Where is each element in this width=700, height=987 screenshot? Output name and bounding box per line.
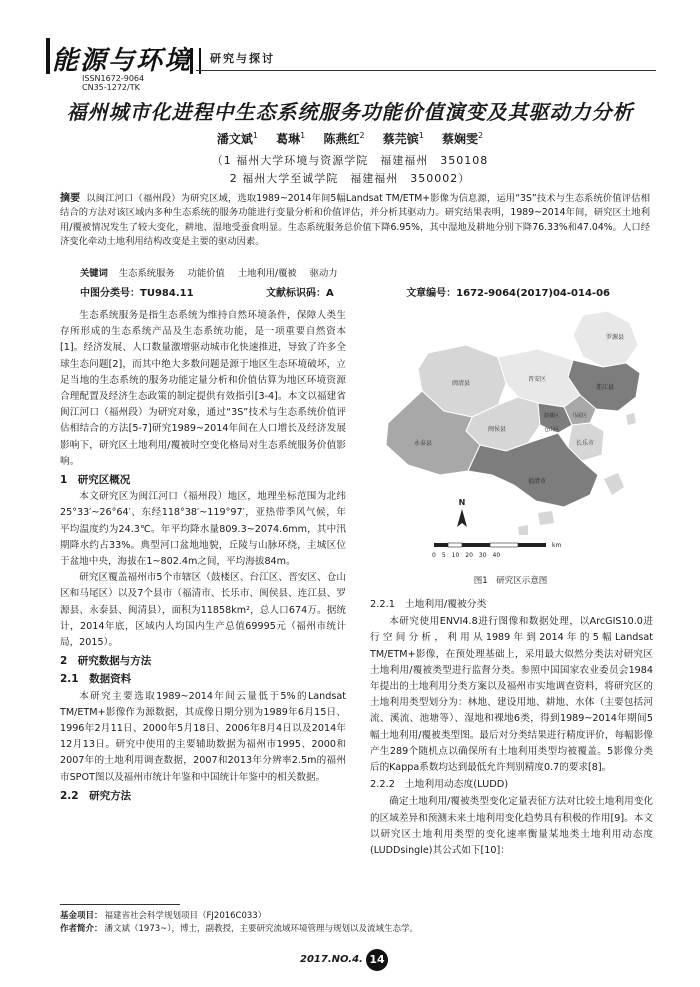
journal-issn <box>82 74 144 92</box>
north-arrow <box>457 498 467 527</box>
column-label: 研究与探讨 <box>210 52 275 65</box>
region-label: 罗源县 <box>606 334 625 341</box>
keyword: 生态系统服务 <box>118 268 175 279</box>
issn-text: ISSN1672-9064 <box>82 74 145 83</box>
keyword: 土地利用/覆被 <box>237 268 297 279</box>
north-label: N <box>458 498 466 507</box>
intro-paragraph: 生态系统服务是指生态系统为维持自然环境条件，保障人类生存所形成的生态系统产品及生态系统功能，是一项重要自然资本[1]。经济发展、人口数量激增驱动城市化快速推进，导致了许多全球生态问题[2]，而其中绝大多数问题是源于地区生态环境破坏，立足当地的生态系统的服务功能定量分析和价值估算为地区环境资源合理配置及经济生态政策的制定提供有效指引[3-4]。本文以福建省闽江河口（福州段）为研究对象，通过“3S”技术与生态系统价值评估相结合的方法[5-7]研究1989~2014年间在人口增长及经济发展影响下，研究区土地利用/覆被时空变化格局对生态系统服务价值影响。 <box>60 310 346 467</box>
journal-logo: 能源与环境 <box>52 46 193 76</box>
author: 陈燕红$^2$ <box>323 131 365 146</box>
north-arrow-icon <box>457 509 467 527</box>
scale-bar <box>432 542 561 559</box>
figure-caption: 图1 研究区示意图 <box>473 576 548 586</box>
author-note: 作者简介： 潘文斌（1973~），博士，副教授，主要研究流域环境管理与规划以及流域生态学。 <box>60 924 419 934</box>
footnotes <box>60 910 660 936</box>
island <box>538 511 554 525</box>
author: 蔡娴雯$^2$ <box>442 131 484 146</box>
document-code: 文献标识码：A <box>265 288 334 299</box>
keywords <box>80 265 348 279</box>
author-list <box>0 130 700 147</box>
header-rule <box>196 70 656 71</box>
author: 葛琳$^1$ <box>276 131 306 146</box>
region-label: 鼓楼区 <box>544 413 560 419</box>
paragraph: 研究区覆盖福州市5个市辖区（鼓楼区、台江区、晋安区、仓山区和马尾区）以及7个县市（福清市、长乐市、闽侯县、连江县、罗源县、永泰县、闽清县），面积为11858km²，总人口674万。据统计，2014年底，区域内人均国内生产总值69995元（福州市统计局，2015）。 <box>60 572 346 649</box>
cn-text: CN35-1272/TK <box>82 83 140 92</box>
region-label: 闽清县 <box>452 380 471 387</box>
scale-ticks: 0 5 10 20 30 40 <box>432 552 501 559</box>
page-number: 14 <box>366 949 388 971</box>
region-label: 连江县 <box>596 384 615 391</box>
author: 蔡芫镔$^1$ <box>382 131 424 146</box>
region-label: 长乐市 <box>576 440 595 447</box>
article-title: 福州城市化进程中生态系统服务功能价值演变及其驱动力分析 <box>66 100 634 124</box>
issue-label: 2017.NO.4. <box>300 954 363 965</box>
article-number: 文章编号：1672-9064(2017)04-014-06 <box>406 288 610 299</box>
abstract-text: 以闽江河口（福州段）为研究区域，选取1989~2014年间5幅Landsat TM/ETM+影像为信息源，运用“3S”技术与生态系统价值评估相结合的方法对该区域内多种生态系统的服务功能进行变量分析和价值评估，并分析其驱动力。研究结果表明，1989~2014年间，研究区土地利用/覆被情况发生了较大变化，耕地、湿地受蚕食明显。生态系统服务总价值下降6.95%，其中湿地及耕地分别下降76.33%和47.04%。人口经济变化牵动土地利用结构改变是主要的驱动因素。 <box>60 193 651 248</box>
section-heading-2: 2 研究数据与方法 <box>60 655 152 668</box>
affiliation-1: （1 福州大学环境与资源学院 福建福州 350108 <box>211 154 489 167</box>
paragraph: 本研究主要选取1989~2014年间云量低于5%的Landsat TM/ETM+影像作为源数据，其成像日期分别为1989年6月15日、1996年2月11日、2000年5月18日、2006年8月4日以及2014年12月13日。研究中使用的主要辅助数据为福州市1995、2000和2007年的土地利用调查数据，2007和2013年分辨率2.5m的福州市SPOT图以及福州市统计年鉴和中国统计年鉴中的相关数据。 <box>60 690 346 783</box>
region-label: 仓山区 <box>544 427 560 433</box>
subsection-heading-2-2-2: 2.2.2 土地利用动态度(LUDD) <box>370 779 509 791</box>
region-label: 闽侯县 <box>488 426 507 433</box>
study-area-map <box>368 305 653 567</box>
subsection-heading-2-2-1: 2.2.1 土地利用/覆被分类 <box>370 599 487 610</box>
island <box>626 413 636 425</box>
island <box>518 525 528 535</box>
paragraph: 确定土地利用/覆被类型变化定量表征方法对比较土地利用变化的区域差异和预测未来土地利用变化趋势具有积极的作用[9]。本文以研究区土地利用类型的变化速率衡量某地类土地利用动态度(LUDDsingle)其公式如下[10]： <box>370 796 653 857</box>
subsection-heading-2-1: 2.1 数据资料 <box>60 673 132 686</box>
author: 潘文斌$^1$ <box>216 131 258 146</box>
keyword: 功能价值 <box>187 268 225 279</box>
section-heading-1: 1 研究区概况 <box>60 474 131 487</box>
body-left-column <box>60 308 346 805</box>
body-right-column <box>370 596 653 859</box>
region-label: 马尾区 <box>572 413 588 419</box>
region-label: 永泰县 <box>414 440 433 447</box>
keywords-label: 关键词 <box>80 268 108 279</box>
affiliation-2: 2 福州大学至诚学院 福建福州 350002） <box>229 172 471 185</box>
scale-unit: km <box>552 542 562 549</box>
island <box>604 473 624 495</box>
clc-number: 中图分类号：TU984.11 <box>80 288 194 299</box>
region-label: 晋安区 <box>528 376 547 383</box>
abstract-label: 摘要 <box>60 193 81 204</box>
subsection-heading-2-2: 2.2 研究方法 <box>60 789 132 802</box>
footnote-rule <box>60 904 180 905</box>
paragraph: 本研究使用ENVI4.8进行图像和数据处理，以ArcGIS10.0进行空间分析，利用从1989年到2014年的5幅Landsat TM/ETM+影像，在预处理基础上，采用最大似然分类法对研究区土地利用/覆被类型进行监督分类。参照中国国家农业委员会1984年提出的土地利用分类方案以及福州市实地调查资料，将研究区的土地利用类型划分为：林地、建设用地、耕地、水体（主要包括河流、溪流、池塘等）、湿地和裸地6类，得到1989~2014年期间5幅土地利用/覆被类型图。最后对分类结果进行精度评价，每幅影像产生289个随机点以确保所有土地利用类型均被覆盖。5影像分类后的Kappa系数均达到最低允许判别精度0.7的要求[8]。 <box>370 616 653 774</box>
fund-note: 基金项目： 福建省社会科学规划项目（FJ2016C033） <box>60 911 267 921</box>
masthead-bar <box>46 38 50 74</box>
classification-row <box>80 284 610 299</box>
region-label: 福清市 <box>528 478 547 485</box>
paragraph: 本文研究区为闽江河口（福州段）地区，地理坐标范围为北纬25°33′~26°64′、东经118°38′~119°97′，亚热带季风气候，年平均温度约为24.3℃。年平均降水量809.3~2074.6mm，其中汛期降水约占33%。典型河口盆地地貌，丘陵与山脉环绕，主城区位于盆地中央，海拔在1~802.4m之间，平均海拔84m。 <box>60 491 346 568</box>
abstract <box>60 192 650 250</box>
keyword: 驱动力 <box>309 268 338 279</box>
